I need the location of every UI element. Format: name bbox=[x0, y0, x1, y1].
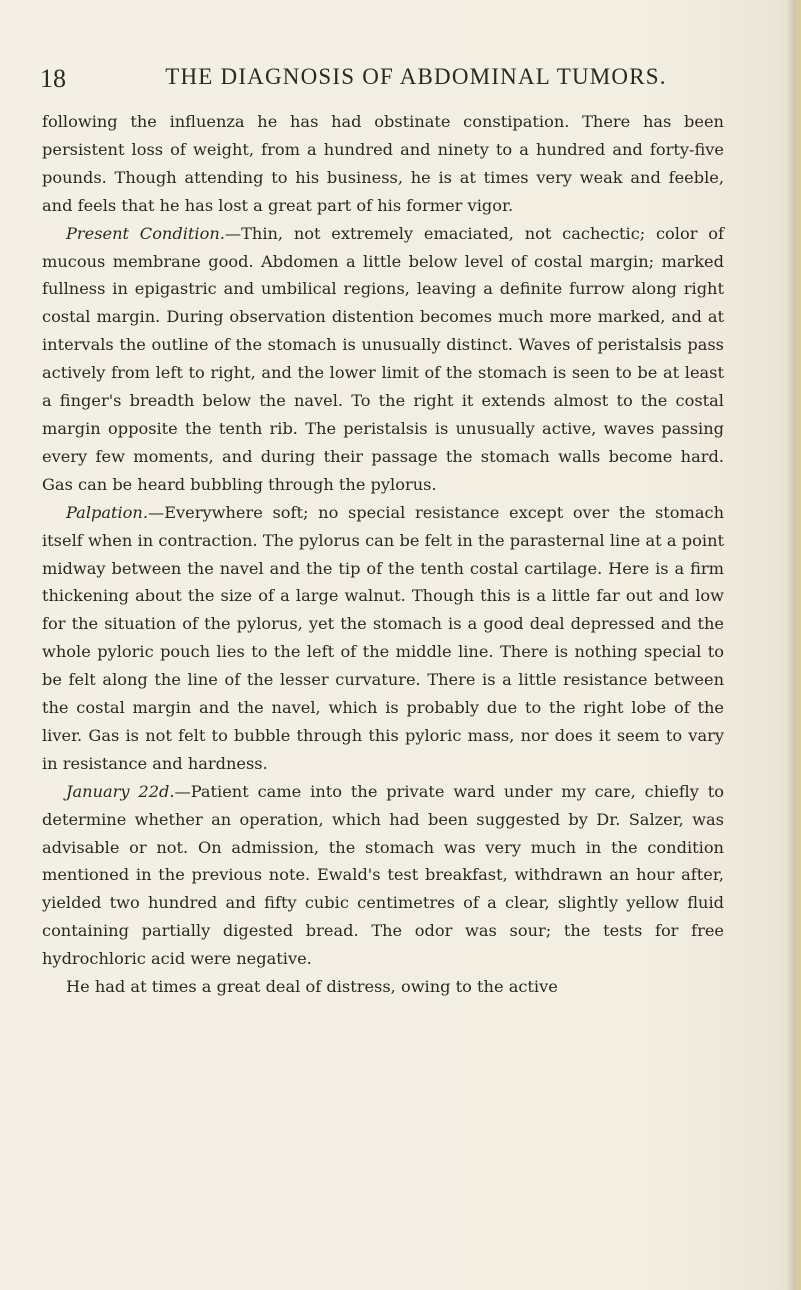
paragraph-text: —Everywhere soft; no special resistance except over the stomach itself when in contraction. The pylorus can be felt in the parasternal line at a point midway between the navel and the tip of the tenth costal cartilage. Here is a firm thickening about the size of a large walnut. Though this is a little far out and low for the situation of the pylorus, yet the stomach is a good deal depressed and the whole pyloric pouch lies to the left of the middle line. There is nothing special to be felt along the line of the lesser curvature. There is a little resistance between the costal margin and the navel, which is probably due to the right lobe of the liver. Gas is not felt to bubble through this pyloric mass, nor does it seem to vary in resistance and hardness. bbox=[42, 502, 724, 773]
paragraph-palpation bbox=[42, 499, 724, 778]
paragraph-present-condition bbox=[42, 220, 724, 499]
paragraph-text: —Thin, not extremely emaciated, not cachectic; color of mucous membrane good. Abdomen a little below level of costal margin; marked fullness in epigastric and umbilical regions, leaving a definite furrow along right costal margin. During observation distention becomes much more marked, and at intervals the outline of the stomach is unusually distinct. Waves of peristalsis pass actively from left to right, and the lower limit of the stomach is seen to be at least a finger's breadth below the navel. To the right it extends almost to the costal margin opposite the tenth rib. The peristalsis is unusually active, waves passing every few moments, and during their passage the stomach walls become hard. Gas can be heard bubbling through the pylorus. bbox=[42, 223, 724, 494]
paragraph-text: following the influenza he has had obstinate constipation. There has been persistent loss of weight, from a hundred and ninety to a hundred and forty-five pounds. Though attending to his business, he is at times very weak and feeble, and feels that he has lost a great part of his former vigor. bbox=[42, 112, 724, 215]
page-number: 18 bbox=[40, 64, 66, 93]
page-header bbox=[40, 64, 740, 104]
running-head: THE DIAGNOSIS OF ABDOMINAL TUMORS. bbox=[165, 64, 667, 89]
paragraph-text: He had at times a great deal of distress, owing to the active bbox=[66, 977, 558, 997]
paragraph-history bbox=[42, 108, 724, 220]
paragraph-lead: Palpation. bbox=[66, 502, 149, 522]
page-edge-shadow bbox=[787, 0, 801, 1290]
paragraph-text: —Patient came into the private ward under my care, chiefly to determine whether an operation, which had been suggested by Dr. Salzer, was advisable or not. On admission, the stomach was very much in the condition mentioned in the previous note. Ewald's test breakfast, withdrawn an hour after, yielded two hundred and fifty cubic centimetres of a clear, slightly yellow fluid containing partially digested bread. The odor was sour; the tests for free hydrochloric acid were negative. bbox=[42, 781, 725, 969]
body-text bbox=[42, 108, 724, 1001]
paragraph-lead: Present Condition. bbox=[66, 223, 225, 243]
paragraph-continuation bbox=[42, 973, 724, 1001]
paragraph-lead: January 22d. bbox=[66, 781, 175, 801]
paragraph-january-22d bbox=[42, 778, 724, 973]
